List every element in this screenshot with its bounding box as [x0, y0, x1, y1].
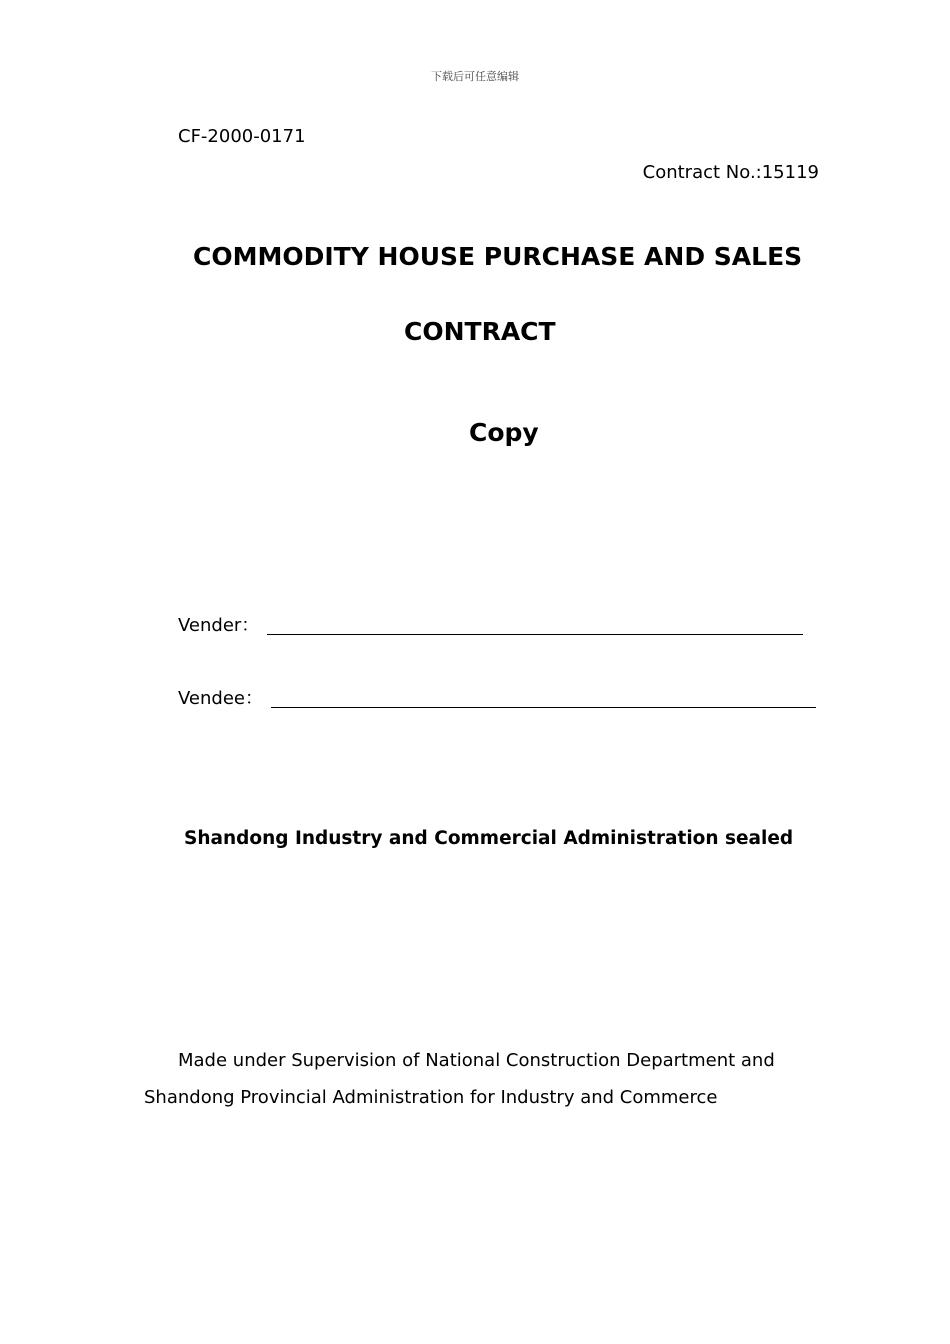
vender-blank-line [267, 614, 803, 635]
vendee-label: Vendee： [178, 688, 263, 709]
supervision-statement: Made under Supervision of National Construction Department and Shandong Provincial Administration for Industry and Commerce [144, 1050, 775, 1108]
vender-row [178, 611, 803, 637]
vendee-blank-line [271, 687, 816, 708]
copy-label: Copy [469, 418, 539, 447]
document-code: CF-2000-0171 [178, 126, 306, 147]
contract-number: Contract No.:15119 [642, 162, 819, 183]
contract-title-line-2: CONTRACT [404, 317, 556, 346]
sealed-statement: Shandong Industry and Commercial Administration sealed [184, 828, 794, 849]
vender-label: Vender： [178, 615, 260, 636]
page-header-note: 下载后可任意编辑 [431, 70, 519, 83]
contract-title-line-1: COMMODITY HOUSE PURCHASE AND SALES [193, 242, 803, 271]
vendee-row [178, 684, 816, 710]
